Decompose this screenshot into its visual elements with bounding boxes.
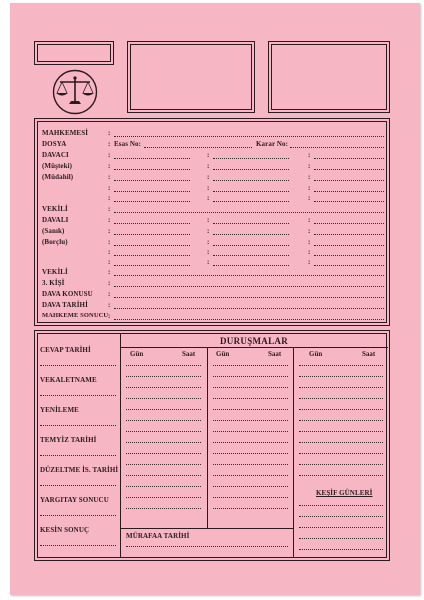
label-correction-date: DÜZELTME İS. TARİHİ (40, 466, 119, 474)
label-inspection-days: KEŞİF GÜNLERİ (316, 489, 373, 497)
hearings-title: DURUŞMALAR (220, 336, 288, 346)
col1-time: Saat (182, 350, 196, 358)
label-court: MAHKEMESİ (42, 129, 89, 137)
hearing-line (126, 497, 201, 498)
hearing-line (40, 485, 116, 486)
dotted-line (213, 158, 289, 159)
col3-day: Gün (309, 350, 323, 358)
hearing-line (126, 431, 201, 432)
hearing-line (126, 420, 201, 421)
hearing-line (40, 425, 116, 426)
dotted-line (144, 147, 252, 148)
colon-mark: : (108, 140, 111, 148)
hearing-line (126, 387, 201, 388)
colon-mark: : (308, 194, 311, 202)
dotted-line (114, 319, 384, 320)
hearing-line (213, 387, 288, 388)
hearing-line (126, 409, 201, 410)
hearing-line (126, 475, 201, 476)
dotted-line (114, 169, 190, 170)
hearing-line (299, 442, 383, 443)
label-esas-no: Esas No: (114, 140, 142, 148)
hearing-bottom-line (120, 528, 293, 529)
hearing-line (213, 464, 288, 465)
colon-mark: : (207, 227, 210, 235)
form-sheet (10, 3, 420, 595)
stamp-box-right (268, 41, 390, 113)
colon-mark: : (108, 151, 111, 159)
hearing-line (213, 453, 288, 454)
colon-mark: : (108, 227, 111, 235)
dotted-line (114, 158, 190, 159)
colon-mark: : (108, 216, 111, 224)
hearing-col-divider-2 (293, 347, 294, 558)
label-accused: (Sanık) (42, 227, 65, 235)
hearing-line (213, 475, 288, 476)
dotted-line (213, 180, 289, 181)
stamp-box-middle (127, 41, 255, 113)
colon-mark: : (308, 227, 311, 235)
colon-mark: : (207, 173, 210, 181)
colon-mark: : (207, 238, 210, 246)
label-subject: DAVA KONUSU (42, 290, 93, 298)
hearing-line (40, 455, 116, 456)
colon-mark: : (308, 184, 311, 192)
colon-mark: : (108, 205, 111, 213)
dotted-line (114, 265, 190, 266)
hearing-line (126, 365, 201, 366)
colon-mark: : (308, 151, 311, 159)
colon-mark: : (308, 216, 311, 224)
colon-mark: : (108, 194, 111, 202)
colon-mark: : (108, 173, 111, 181)
colon-mark: : (108, 279, 111, 287)
hearing-line (299, 376, 383, 377)
label-third-person: 3. KİŞİ (42, 279, 65, 287)
dotted-line (114, 180, 190, 181)
colon-mark: : (207, 151, 210, 159)
hearing-line (299, 365, 383, 366)
hearing-line (299, 387, 383, 388)
dotted-line (213, 234, 289, 235)
colon-mark: : (207, 248, 210, 256)
dotted-line (114, 201, 190, 202)
dotted-line (314, 234, 384, 235)
hearing-line (299, 409, 383, 410)
hearing-line (213, 431, 288, 432)
dotted-line (290, 147, 384, 148)
colon-mark: : (108, 162, 111, 170)
hearing-line (299, 516, 383, 517)
hearing-line (126, 546, 288, 547)
dotted-line (213, 169, 289, 170)
label-appeal-date: TEMYİZ TARİHİ (40, 436, 97, 444)
colon-mark: : (108, 268, 111, 276)
label-pleading-date: MÜRAFAA TARİHİ (126, 532, 190, 540)
label-renewal: YENİLEME (40, 406, 79, 414)
dotted-line (213, 223, 289, 224)
hearing-line (299, 475, 383, 476)
hearing-line (299, 431, 383, 432)
colon-mark: : (308, 248, 311, 256)
hearing-line (40, 395, 116, 396)
hearing-line (299, 549, 383, 550)
hearing-line (213, 409, 288, 410)
hearings-title-line (120, 347, 388, 348)
dotted-line (114, 275, 384, 276)
dotted-line (314, 255, 384, 256)
colon-mark: : (108, 129, 111, 137)
hearing-line (40, 365, 116, 366)
dotted-line (314, 158, 384, 159)
hearing-line (126, 442, 201, 443)
hearing-line (126, 508, 201, 509)
colon-mark: : (207, 162, 210, 170)
hearing-line (40, 545, 116, 546)
hearing-line (126, 398, 201, 399)
label-debtor: (Borçlu) (42, 238, 68, 246)
dotted-line (114, 245, 190, 246)
dotted-line (114, 255, 190, 256)
dotted-line (213, 201, 289, 202)
scales-of-justice-logo (50, 69, 100, 115)
dotted-line (314, 169, 384, 170)
label-file: DOSYA (42, 140, 67, 148)
dotted-line (114, 297, 384, 298)
colon-mark: : (108, 301, 111, 309)
dotted-line (114, 212, 384, 213)
hearing-line (126, 376, 201, 377)
left-column-divider (120, 333, 121, 558)
dotted-line (213, 265, 289, 266)
label-plaintiff: DAVACI (42, 151, 69, 159)
label-karar-no: Karar No: (256, 140, 289, 148)
dotted-line (213, 255, 289, 256)
label-attorney-1: VEKİLİ (42, 205, 68, 213)
hearing-line (299, 398, 383, 399)
colon-mark: : (308, 238, 311, 246)
hearing-line (213, 365, 288, 366)
label-power-of-attorney: VEKALETNAME (40, 376, 97, 384)
hearing-line (213, 508, 288, 509)
hearing-line (213, 420, 288, 421)
hearing-line (126, 486, 201, 487)
hearing-line (299, 538, 383, 539)
colon-mark: : (207, 194, 210, 202)
colon-mark: : (108, 184, 111, 192)
dotted-line (114, 234, 190, 235)
colon-mark: : (308, 258, 311, 266)
colon-mark: : (108, 290, 111, 298)
hearing-line (213, 398, 288, 399)
hearing-line (213, 497, 288, 498)
dotted-line (114, 191, 190, 192)
dotted-line (314, 201, 384, 202)
label-date: DAVA TARİHİ (42, 301, 88, 309)
col3-time: Saat (362, 350, 376, 358)
dotted-line (314, 265, 384, 266)
hearing-line (213, 486, 288, 487)
label-intervener: (Müdahil) (42, 173, 74, 181)
label-attorney-2: VEKİLİ (42, 268, 68, 276)
colon-mark: : (108, 238, 111, 246)
col2-time: Saat (268, 350, 282, 358)
hearing-line (299, 527, 383, 528)
label-final-result: KESİN SONUÇ (40, 526, 90, 534)
dotted-line (314, 245, 384, 246)
label-supreme-court-result: YARGITAY SONUCU (40, 496, 109, 504)
dotted-line (114, 308, 384, 309)
colon-mark: : (108, 258, 111, 266)
hearing-line (299, 420, 383, 421)
label-answer-date: CEVAP TARİHİ (40, 346, 91, 354)
colon-mark: : (308, 173, 311, 181)
colon-mark: : (308, 162, 311, 170)
hearing-line (126, 453, 201, 454)
label-defendant: DAVALI (42, 216, 69, 224)
col1-day: Gün (130, 350, 144, 358)
hearing-line (213, 376, 288, 377)
dotted-line (314, 223, 384, 224)
col2-day: Gün (216, 350, 230, 358)
colon-mark: : (108, 248, 111, 256)
colon-mark: : (207, 258, 210, 266)
hearing-line (213, 442, 288, 443)
dotted-line (314, 191, 384, 192)
hearing-line (126, 464, 201, 465)
hearing-line (40, 515, 116, 516)
label-result: MAHKEME SONUCU (42, 312, 109, 319)
colon-mark: : (207, 184, 210, 192)
hearing-line (299, 464, 383, 465)
dotted-line (114, 223, 190, 224)
dotted-line (213, 191, 289, 192)
hearing-col-divider-1 (207, 347, 208, 528)
dotted-line (213, 245, 289, 246)
colon-mark: : (207, 216, 210, 224)
dotted-line (314, 180, 384, 181)
dotted-line (114, 286, 384, 287)
label-participant: (Müşteki) (42, 162, 73, 170)
hearing-line (299, 505, 383, 506)
colon-mark: : (108, 312, 111, 320)
stamp-box-small (34, 41, 114, 65)
dotted-line (114, 136, 384, 137)
hearing-line (299, 453, 383, 454)
